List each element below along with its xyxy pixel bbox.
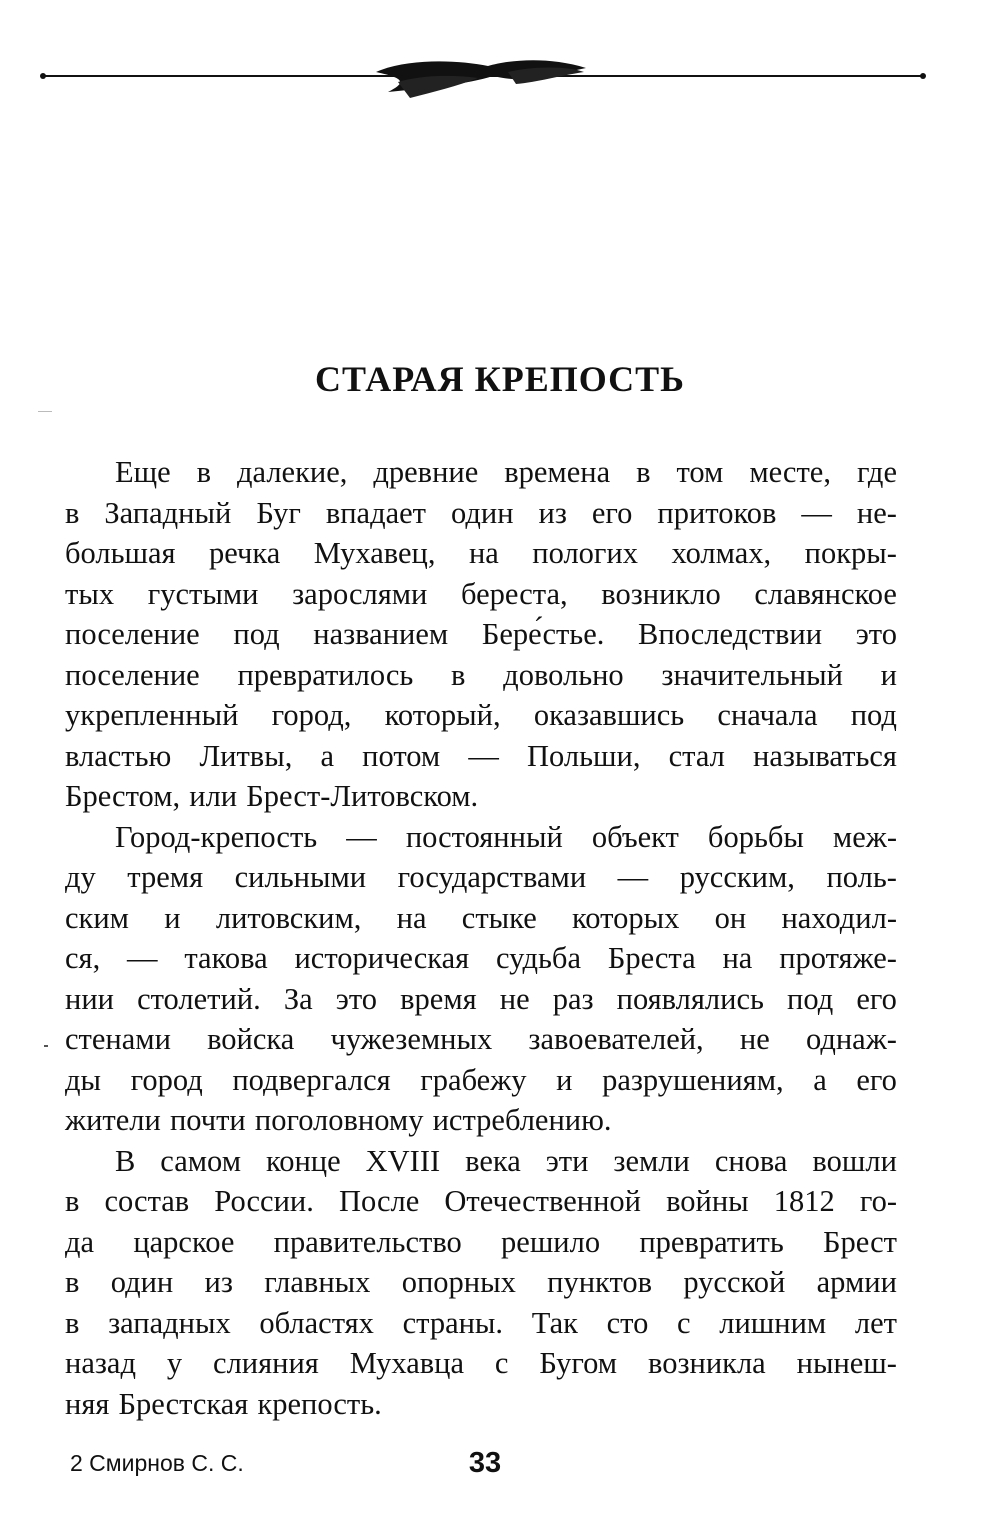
word: царское: [133, 1224, 235, 1259]
word: Отечественной: [444, 1184, 641, 1218]
word: стал: [668, 738, 725, 773]
word: в: [451, 657, 466, 692]
word: его: [856, 1062, 897, 1097]
word: —: [468, 738, 499, 773]
word: Литвы,: [199, 738, 293, 773]
word: Еще: [115, 455, 171, 489]
text-line: [65, 1141, 897, 1182]
paragraph: [65, 817, 897, 1141]
word: столетий.: [137, 981, 261, 1016]
scan-artifact: [44, 1045, 48, 1047]
word: не: [499, 981, 530, 1016]
word: в: [65, 495, 80, 530]
word: ским: [65, 900, 129, 935]
word: решило: [501, 1224, 601, 1259]
word: правительство: [273, 1224, 462, 1259]
word: которых: [572, 900, 680, 935]
word: Брест: [823, 1224, 897, 1259]
word: няя: [65, 1386, 110, 1421]
paragraph: [65, 452, 897, 817]
word: один: [110, 1265, 174, 1299]
word: на: [396, 900, 427, 935]
word: поголовному: [254, 1103, 424, 1137]
word: снова: [714, 1143, 788, 1178]
word: оказавшись: [533, 698, 685, 732]
word: конце: [265, 1143, 341, 1178]
word: нии: [65, 981, 114, 1016]
word: почти: [169, 1103, 246, 1137]
word: в: [65, 1305, 80, 1340]
text-line: [65, 493, 897, 534]
text-line: [65, 817, 897, 858]
text-line: [65, 1303, 897, 1344]
word: истреблению.: [432, 1103, 612, 1137]
word: город: [130, 1062, 203, 1097]
word: крепость.: [257, 1386, 382, 1421]
word: потом: [362, 738, 441, 773]
word: и: [556, 1062, 573, 1097]
word: чужеземных: [330, 1022, 493, 1056]
word: притоков: [657, 495, 777, 530]
word: западных: [108, 1305, 231, 1340]
word: и: [164, 900, 181, 935]
word: Брест-Литовском.: [246, 779, 479, 813]
word: где: [856, 455, 897, 489]
word: —: [801, 495, 832, 530]
word: земли: [613, 1143, 690, 1178]
word: грабежу: [420, 1062, 527, 1097]
word: из: [538, 495, 567, 530]
word: густыми: [147, 576, 259, 611]
ornament-header-rule: [38, 52, 928, 112]
word: Бреста: [607, 941, 696, 975]
word: такова: [184, 941, 268, 975]
word: под: [787, 981, 834, 1016]
word: протяже-: [779, 941, 897, 975]
word: подвергался: [232, 1062, 391, 1097]
word: появлялись: [616, 981, 764, 1016]
footer-signature: 2 Смирнов С. С.: [70, 1450, 244, 1476]
word: ду: [65, 860, 96, 894]
word: он: [714, 900, 747, 935]
word: под: [850, 698, 897, 732]
text-line: [65, 898, 897, 939]
word: России.: [214, 1184, 314, 1218]
word: ся,: [65, 941, 101, 975]
word: зарослями: [292, 576, 428, 611]
word: под: [233, 617, 280, 651]
word: в: [65, 1184, 80, 1218]
word: превратить: [639, 1224, 784, 1259]
word: борьбы: [707, 819, 804, 854]
word: —: [346, 819, 377, 854]
word: с: [494, 1346, 509, 1380]
word: большая: [65, 536, 176, 570]
word: назад: [65, 1346, 136, 1380]
body-text: [65, 452, 897, 1424]
text-line: [65, 736, 897, 777]
word: Брестом,: [65, 779, 181, 813]
word: это: [335, 981, 378, 1016]
word: славянское: [754, 576, 897, 611]
word: Впоследствии: [638, 617, 823, 651]
word: опорных: [401, 1265, 516, 1299]
paragraph: [65, 1141, 897, 1425]
word: областях: [259, 1305, 374, 1340]
word: холмах,: [671, 536, 772, 570]
word: лет: [854, 1305, 897, 1340]
word: время: [400, 981, 477, 1016]
word: месте,: [749, 455, 831, 489]
word: называться: [753, 738, 897, 773]
word: не: [739, 1022, 770, 1056]
word: в: [65, 1265, 80, 1299]
word: разрушениям,: [602, 1062, 784, 1097]
word: его: [591, 495, 633, 530]
text-line: [65, 857, 897, 898]
word: укрепленный: [65, 698, 239, 732]
word: завоевателей,: [528, 1022, 704, 1056]
word: который,: [384, 698, 501, 732]
word: Бере́стье.: [481, 617, 605, 651]
word: слияния: [213, 1346, 319, 1380]
word: или: [189, 779, 238, 813]
word: раз: [552, 981, 594, 1016]
word: русской: [683, 1265, 786, 1299]
text-line: [65, 979, 897, 1020]
text-line: [65, 574, 897, 615]
word: состав: [104, 1184, 190, 1218]
word: нынеш-: [796, 1346, 897, 1380]
word: впадает: [325, 495, 426, 530]
word: Западный: [104, 495, 232, 530]
word: армии: [816, 1265, 897, 1299]
word: поль-: [826, 860, 897, 894]
word: в: [196, 455, 212, 489]
word: один: [450, 495, 514, 530]
text-line: [65, 533, 897, 574]
word: 1812: [773, 1184, 835, 1218]
word: а: [813, 1062, 827, 1097]
chapter-title: СТАРАЯ КРЕПОСТЬ: [315, 359, 685, 399]
word: судьба: [496, 941, 581, 975]
word: времена: [504, 455, 611, 489]
word: находил-: [781, 900, 897, 935]
word: —: [617, 860, 649, 894]
word: возникло: [601, 576, 721, 611]
text-line: [65, 1019, 897, 1060]
word: Так: [531, 1305, 578, 1340]
word: названием: [313, 617, 449, 651]
text-line: [65, 1262, 897, 1303]
word: с: [677, 1305, 691, 1340]
word: страны.: [402, 1305, 504, 1340]
text-line: [65, 614, 897, 655]
word: из: [204, 1265, 233, 1299]
word: береста,: [461, 576, 568, 611]
word: древние: [373, 455, 479, 489]
word: войны: [666, 1184, 749, 1218]
word: самом: [160, 1143, 242, 1178]
word: жители: [65, 1103, 161, 1137]
text-line: [65, 776, 897, 817]
text-line: [65, 1100, 897, 1141]
word: речка: [209, 536, 281, 570]
word: лишним: [719, 1305, 827, 1340]
word: Бугом: [539, 1346, 618, 1380]
word: в: [636, 455, 651, 489]
word: на: [722, 941, 753, 975]
word: возникла: [648, 1346, 766, 1380]
text-line: [65, 695, 897, 736]
word: В: [115, 1143, 136, 1178]
word: превратилось: [237, 657, 414, 692]
text-line: [65, 938, 897, 979]
word: а: [320, 738, 335, 773]
word: властью: [65, 738, 172, 773]
word: у: [166, 1346, 183, 1380]
word: однаж-: [805, 1022, 897, 1056]
scan-artifact: [38, 411, 52, 412]
word: покры-: [804, 536, 897, 570]
word: и: [880, 657, 897, 692]
word: —: [127, 941, 158, 975]
word: русским,: [679, 860, 795, 894]
word: объект: [591, 819, 679, 854]
text-line: [65, 452, 897, 493]
word: да: [65, 1224, 95, 1259]
word: поселение: [65, 657, 200, 692]
word: город,: [271, 698, 352, 732]
text-line: [65, 1222, 897, 1263]
text-line: [65, 655, 897, 696]
word: историческая: [294, 941, 470, 975]
word: это: [855, 617, 897, 651]
word: довольно: [503, 657, 624, 692]
text-line: [65, 1181, 897, 1222]
word: тых: [65, 576, 115, 611]
word: на: [468, 536, 499, 570]
word: сильными: [234, 860, 367, 894]
word: XVIII: [365, 1143, 441, 1178]
word: пунктов: [547, 1265, 653, 1299]
word: главных: [264, 1265, 371, 1299]
word: ды: [65, 1062, 102, 1097]
word: вошли: [812, 1143, 897, 1178]
word: века: [465, 1143, 521, 1178]
word: После: [338, 1184, 420, 1218]
word: литовским,: [215, 900, 362, 935]
word: поселение: [65, 617, 200, 651]
word: войска: [207, 1022, 295, 1056]
word: не-: [856, 495, 897, 530]
word: постоянный: [405, 819, 563, 854]
word: тремя: [127, 860, 204, 894]
word: Город-крепость: [115, 819, 318, 854]
word: го-: [859, 1184, 897, 1218]
word: Мухавца: [349, 1346, 464, 1380]
word: Польши,: [527, 738, 641, 773]
page-number: 33: [468, 1447, 502, 1479]
word: За: [283, 981, 313, 1016]
word: меж-: [832, 819, 897, 854]
word: Брестская: [118, 1386, 249, 1421]
word: далекие,: [237, 455, 348, 489]
word: Мухавец,: [313, 536, 436, 570]
word: эти: [545, 1143, 589, 1178]
word: сначала: [717, 698, 818, 732]
text-line: [65, 1060, 897, 1101]
word: его: [856, 981, 897, 1016]
word: стенами: [65, 1022, 171, 1056]
word: значительный: [661, 657, 843, 692]
text-line: [65, 1343, 897, 1384]
word: Буг: [256, 495, 301, 530]
word: государствами: [397, 860, 587, 894]
word: том: [676, 455, 724, 489]
word: стыке: [461, 900, 537, 935]
word: пологих: [532, 536, 639, 570]
word: сто: [606, 1305, 649, 1340]
text-line: [65, 1384, 897, 1425]
